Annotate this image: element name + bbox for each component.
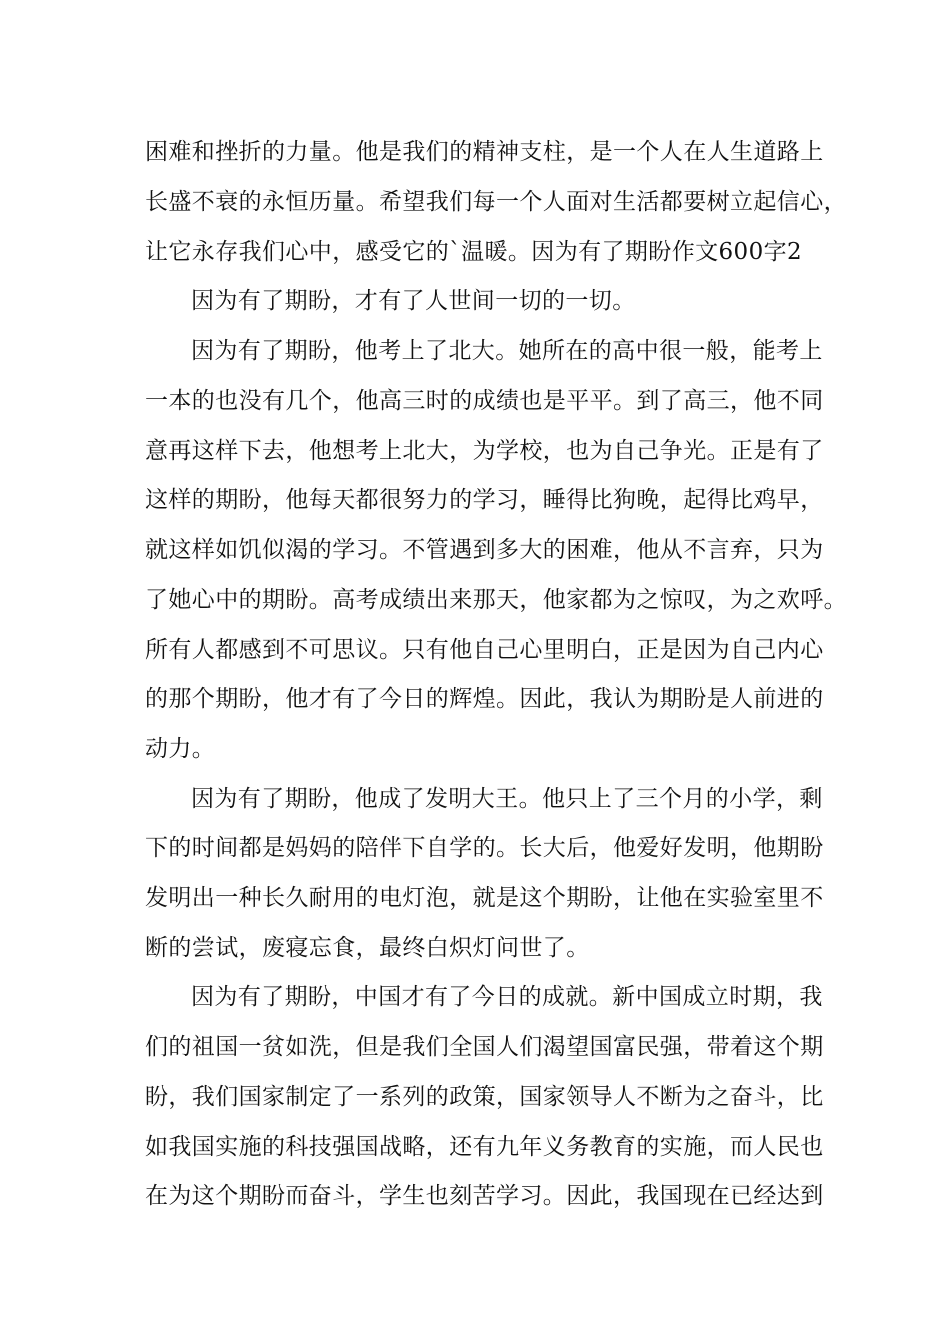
text-line: 一本的也没有几个，他高三时的成绩也是平平。到了高三，他不同 (145, 388, 824, 414)
paragraph-first-line: 因为有了期盼，才有了人世间一切的一切。 (191, 288, 636, 314)
text-line: 如我国实施的科技强国战略，还有九年义务教育的实施，而人民也 (145, 1134, 824, 1160)
text-line: 长盛不衰的永恒历量。希望我们每一个人面对生活都要树立起信心， (145, 189, 847, 215)
text-line: 了她心中的期盼。高考成绩出来那天，他家都为之惊叹，为之欢呼。 (145, 587, 847, 613)
text-line: 意再这样下去，他想考上北大，为学校，也为自己争光。正是有了 (145, 438, 824, 464)
text-line: 在为这个期盼而奋斗，学生也刻苦学习。因此，我国现在已经达到 (145, 1183, 824, 1209)
paragraph-first-line: 因为有了期盼，他考上了北大。她所在的高中很一般，能考上 (191, 338, 823, 364)
text-line: 这样的期盼，他每天都很努力的学习，睡得比狗晚，起得比鸡早， (145, 487, 824, 513)
text-line: 所有人都感到不可思议。只有他自己心里明白，正是因为自己内心 (145, 637, 824, 663)
text-line: 的那个期盼，他才有了今日的辉煌。因此，我认为期盼是人前进的 (145, 686, 824, 712)
text-line: 们的祖国一贫如洗，但是我们全国人们渴望国富民强，带着这个期 (145, 1034, 824, 1060)
text-line: 盼，我们国家制定了一系列的政策，国家领导人不断为之奋斗，比 (145, 1084, 824, 1110)
text-line: 就这样如饥似渴的学习。不管遇到多大的困难，他从不言弃，只为 (145, 537, 824, 563)
text-line: 困难和挫折的力量。他是我们的精神支柱，是一个人在人生道路上 (145, 139, 824, 165)
text-line: 发明出一种长久耐用的电灯泡，就是这个期盼，让他在实验室里不 (145, 885, 824, 911)
paragraph-first-line: 因为有了期盼，他成了发明大王。他只上了三个月的小学，剩 (191, 786, 823, 812)
text-line: 下的时间都是妈妈的陪伴下自学的。长大后，他爱好发明，他期盼 (145, 835, 824, 861)
text-line: 断的尝试，废寝忘食，最终白炽灯问世了。 (145, 935, 590, 961)
text-line: 动力。 (145, 736, 216, 762)
paragraph-first-line: 因为有了期盼，中国才有了今日的成就。新中国成立时期，我 (191, 984, 823, 1010)
text-line: 让它永存我们心中，感受它的`温暖。因为有了期盼作文600字2 (145, 239, 803, 265)
